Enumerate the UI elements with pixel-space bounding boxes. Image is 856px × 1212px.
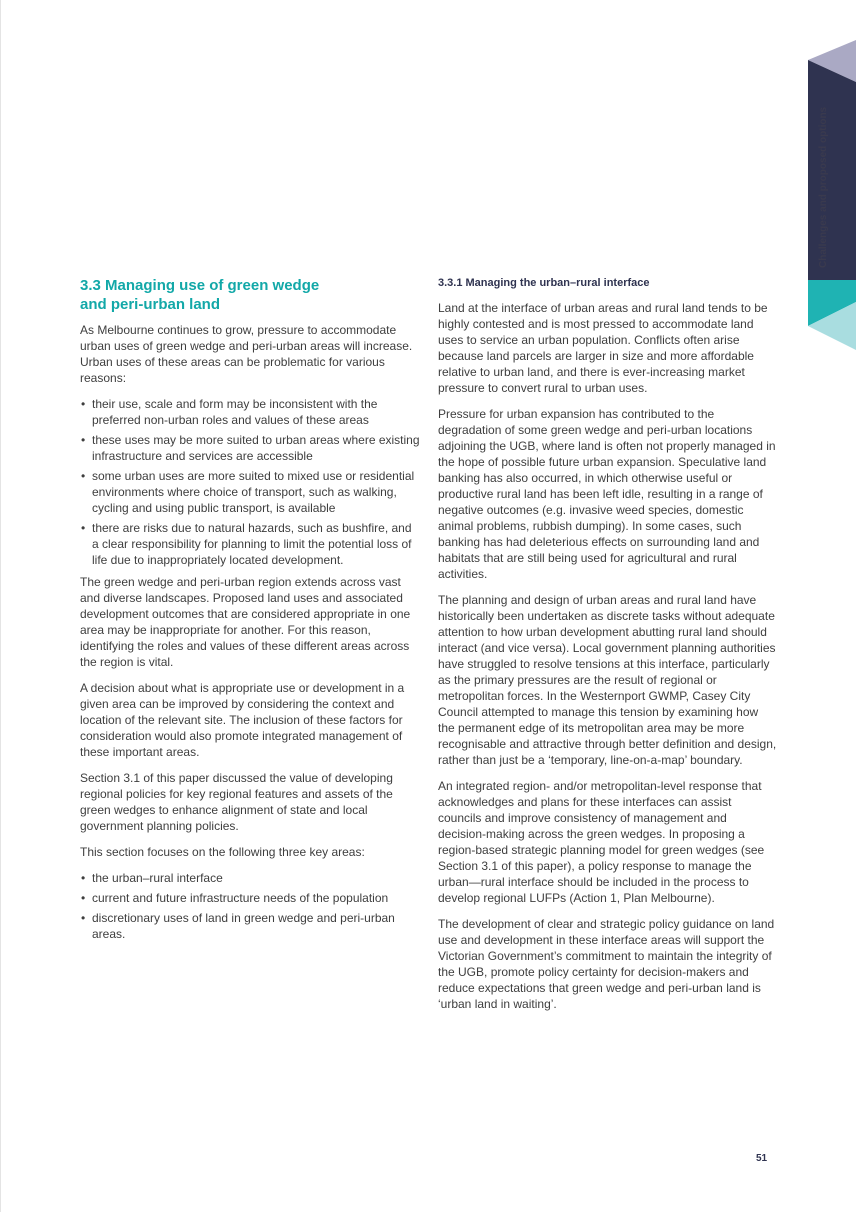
body-paragraph: The development of clear and strategic policy guidance on land use and development in these interface areas will support the Victorian Government’s commitment to maintain the integrity of the UGB, promote policy certainty for decision-makers and reduce expectations that green wedge and peri-urban land is ‘urban land in waiting’. — [438, 917, 775, 1011]
list-item: • discretionary uses of land in green wedge and peri-urban areas. — [80, 910, 420, 942]
tab-navy-band — [808, 60, 856, 280]
body-paragraph: The green wedge and peri-urban region extends across vast and diverse landscapes. Proposed land uses and associated development outcomes that are considered appropriate in one area may be inappropriate for another. For this reason, identifying the roles and values of these different areas across the region is vital. — [80, 575, 411, 669]
key-areas-list — [80, 870, 420, 942]
list-item: • the urban–rural interface — [80, 870, 420, 886]
body-paragraph: Section 3.1 of this paper discussed the value of developing regional policies for key regional features and assets of the green wedges to enhance alignment of state and local government planning policies. — [80, 771, 393, 833]
list-item: • these uses may be more suited to urban areas where existing infrastructure and services are accessible — [80, 432, 420, 464]
body-paragraph: Land at the interface of urban areas and rural land tends to be highly contested and is most pressed to accommodate land uses to service an urban population. Conflicts often arise because land parcels are larger in size and more affordable relative to urban land, and there is ever-increasing market pressure to convert rural to urban uses. — [438, 301, 768, 395]
side-tab-label: Challenges and proposed options — [818, 106, 829, 268]
list-item: • their use, scale and form may be inconsistent with the preferred non-urban roles and values of these areas — [80, 396, 420, 428]
body-paragraph: This section focuses on the following three key areas: — [80, 845, 365, 859]
right-column — [438, 276, 778, 1022]
section-heading: 3.3 Managing use of green wedge and peri-urban land — [80, 277, 320, 313]
body-paragraph: An integrated region- and/or metropolitan-level response that acknowledges and plans for these interfaces can assist councils and improve consistency of management and decision-making across the green wedges. In proposing a region-based strategic planning model for green wedges (see Section 3.1 of this paper), a policy response to manage the urban—rural interface should be included in the process to develop regional LUFPs (Action 1, Plan Melbourne). — [438, 779, 765, 905]
reasons-list — [80, 396, 420, 568]
page-edge — [0, 0, 1, 1212]
page-number: 51 — [756, 1153, 768, 1164]
left-column — [80, 276, 420, 948]
body-paragraph: A decision about what is appropriate use or development in a given area can be improved by considering the context and location of the relevant site. The inclusion of these factors for consideration would also promote integrated management of these important areas. — [80, 681, 405, 759]
subsection-heading: 3.3.1 Managing the urban–rural interface — [438, 277, 650, 289]
list-item: • some urban uses are more suited to mixed use or residential environments where choice of transport, such as walking, cycling and using public transport, is available — [80, 468, 420, 516]
list-item: • there are risks due to natural hazards, such as bushfire, and a clear responsibility for planning to limit the potential loss of life due to inappropriately located development. — [80, 520, 420, 568]
body-paragraph: Pressure for urban expansion has contributed to the degradation of some green wedge and peri-urban locations adjoining the UGB, where land is often not properly managed in the hope of possible future urban expansion. Speculative land banking has also occurred, in which otherwise useful or productive rural land has been left idle, resulting in a range of negative outcomes (e.g. invasive weed species, domestic animal problems, rubbish dumping). In some cases, such banking has had deleterious effects on surrounding land and habitats that are still being used for agricultural and rural activities. — [438, 407, 776, 581]
intro-paragraph: As Melbourne continues to grow, pressure to accommodate urban uses of green wedge and peri-urban areas will increase. Urban uses of these areas can be problematic for various reasons: — [80, 323, 413, 385]
list-item: • current and future infrastructure needs of the population — [80, 890, 420, 906]
body-paragraph: The planning and design of urban areas and rural land have historically been undertaken as discrete tasks without adequate attention to how urban development abutting rural land should interact (and vice versa). Local government planning authorities have struggled to resolve tensions at this interface, particularly as the primary pressures are the result of regional or metropolitan forces. In the Westernport GWMP, Casey City Council attempted to manage this tension by examining how the permanent edge of its metropolitan area may be more recognisable and attractive through better definition and design, rather than just be a ‘temporary, line-on-a-map’ boundary. — [438, 593, 777, 767]
